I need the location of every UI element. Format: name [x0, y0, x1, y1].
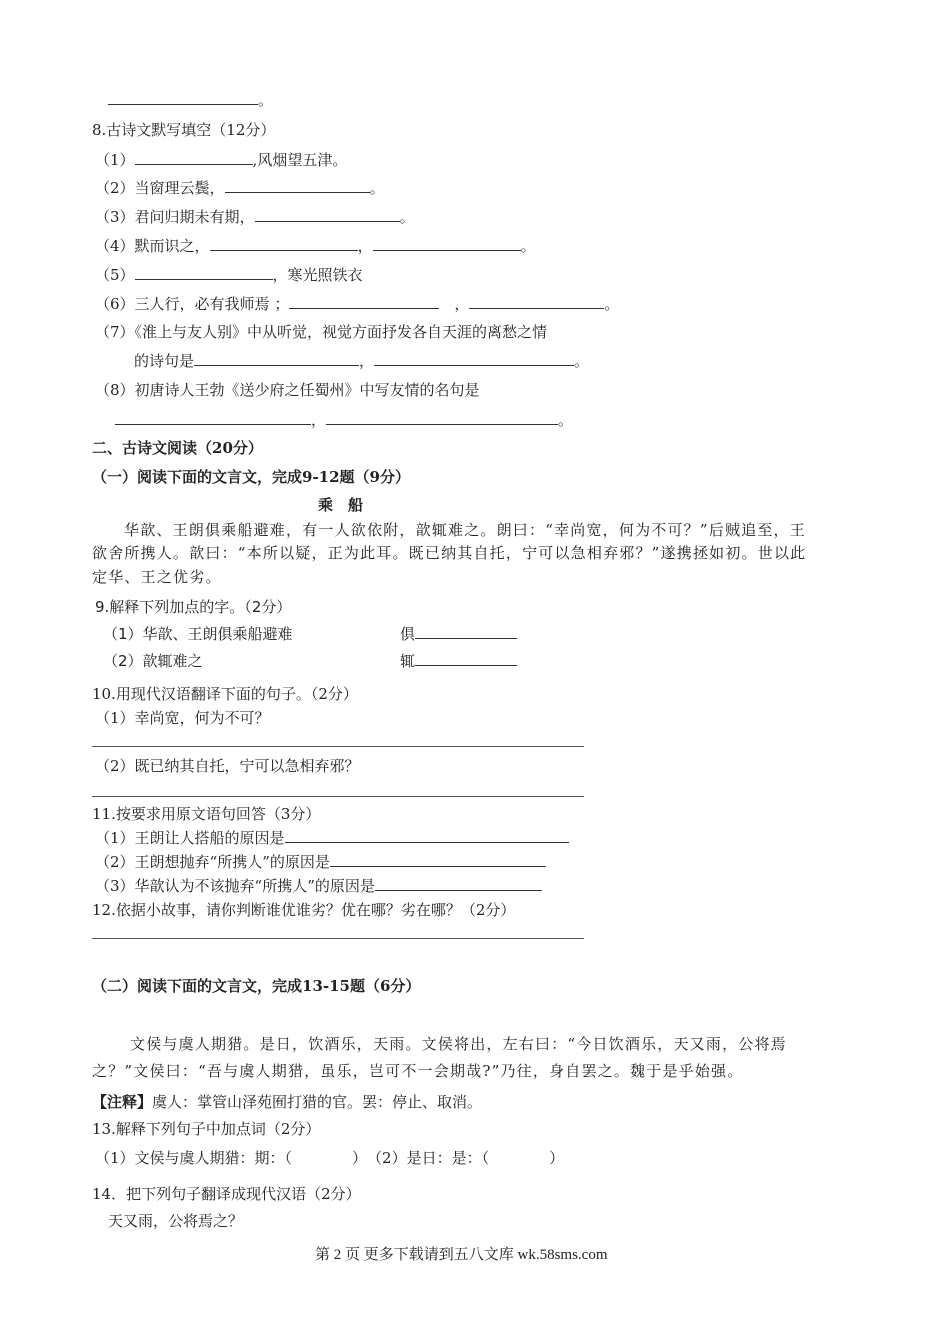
- q9-title: 9.解释下列加点的字。（2分）: [95, 598, 292, 616]
- section2-title: 二、古诗文阅读（20分）: [92, 439, 263, 457]
- q10-item-2: （2）既已纳其自托，宁可以急相弃邪？: [95, 757, 360, 775]
- answer-rule[interactable]: [92, 938, 584, 939]
- blank[interactable]: [375, 876, 542, 891]
- q8-item-5: （5） ，寒光照铁衣: [95, 266, 363, 284]
- part2-heading: （二）阅读下面的文言文，完成13-15题（6分）: [92, 977, 421, 995]
- q8-item-3: （3）君问归期未有期， 。: [95, 208, 415, 226]
- answer-rule[interactable]: [92, 796, 584, 797]
- q8-item-8: （8）初唐诗人王勃《送少府之任蜀州》中写友情的名句是: [95, 381, 480, 399]
- q12-title: 12.依据小故事，请你判断谁优谁劣？优在哪？劣在哪？（2分）: [92, 901, 516, 919]
- passage2-line: 之？”文侯曰：“吾与虞人期猎，虽乐，岂可不一会期哉?”乃往，身自罢之。魏于是乎始强。: [92, 1062, 744, 1080]
- blank[interactable]: [255, 207, 400, 222]
- q13-line: （1）文侯与虞人期猎：期：（ ） （2）是日：是：（ ）: [95, 1149, 565, 1167]
- blank[interactable]: [373, 236, 521, 251]
- q8-item-7-cont: 的诗句是 ， 。: [134, 352, 590, 370]
- q9-row-2: （2）歆辄难之: [103, 652, 203, 670]
- blank[interactable]: [210, 236, 358, 251]
- q7-answer-line-tail: 。: [108, 90, 273, 110]
- blank[interactable]: [194, 351, 359, 366]
- blank[interactable]: [225, 178, 370, 193]
- blank[interactable]: [374, 351, 574, 366]
- q8-item-4: （4）默而识之， ， 。: [95, 237, 536, 255]
- q11-item-3: （3）华歆认为不该抛弃“所携人”的原因是: [95, 876, 542, 896]
- q14-sentence: 天又雨，公将焉之？: [108, 1212, 244, 1230]
- q8-item-7: （7）《淮上与友人别》中从听觉，视觉方面抒发各自天涯的离愁之情: [95, 323, 548, 341]
- passage-title: 乘 船: [318, 496, 364, 514]
- blank[interactable]: [289, 294, 439, 309]
- passage2-line: 文侯与虞人期猎。是日，饮酒乐，天雨。文侯将出，左右曰：“今日饮酒乐，天又雨，公将焉: [130, 1035, 787, 1053]
- q8-title: 8.古诗文默写填空（12分）: [92, 121, 276, 139]
- q8-item-6: （6）三人行，必有我师焉 ； ， 。: [95, 295, 620, 313]
- answer-rule[interactable]: [92, 746, 584, 747]
- blank[interactable]: [469, 294, 604, 309]
- passage-line: 华歆、王朗俱乘船避难，有一人欲依附，歆辄难之。朗曰：“幸尚宽，何为不可？”后贼追至，王: [124, 521, 806, 539]
- q13-title: 13.解释下列句子中加点词（2分）: [92, 1120, 321, 1138]
- q11-item-2: （2）王朗想抛弃“所携人”的原因是: [95, 852, 546, 872]
- blank[interactable]: [326, 410, 558, 425]
- page-footer: 第 2 页 更多下载请到五八文库 wk.58sms.com: [315, 1247, 608, 1263]
- q8-item-2: （2）当窗理云鬓， 。: [95, 179, 385, 197]
- blank[interactable]: [115, 410, 311, 425]
- blank[interactable]: [135, 265, 273, 280]
- blank[interactable]: [415, 651, 517, 666]
- part1-heading: （一）阅读下面的文言文，完成9-12题（9分）: [92, 468, 410, 486]
- q14-title: 14．把下列句子翻译成现代汉语（2分）: [92, 1185, 361, 1203]
- q9-row-2-answer: 辄: [400, 651, 517, 671]
- q11-title: 11.按要求用原文语句回答（3分）: [92, 805, 321, 823]
- q11-item-1: （1）王朗让人搭船的原因是: [95, 828, 569, 848]
- q9-row-1-answer: 俱: [400, 624, 517, 644]
- q8-item-8-cont: ， 。: [115, 410, 573, 430]
- q10-title: 10.用现代汉语翻译下面的句子。（2分）: [92, 685, 358, 703]
- blank[interactable]: [285, 828, 569, 843]
- passage-line: 欲舍所携人。歆曰：“本所以疑，正为此耳。既已纳其自托，宁可以急相弃邪？”遂携拯如初。世以此: [92, 544, 807, 562]
- blank[interactable]: [135, 150, 253, 165]
- q8-item-1: （1） ,风烟望五津。: [95, 151, 348, 169]
- blank[interactable]: [415, 624, 517, 639]
- passage-line: 定华、王之优劣。: [92, 568, 222, 586]
- q10-item-1: （1）幸尚宽，何为不可？: [95, 709, 270, 727]
- note: 【注释】虞人：掌管山泽苑囿打猎的官。罢：停止、取消。: [92, 1093, 483, 1111]
- q9-row-1: （1）华歆、王朗俱乘船避难: [103, 625, 293, 643]
- blank[interactable]: [330, 852, 546, 867]
